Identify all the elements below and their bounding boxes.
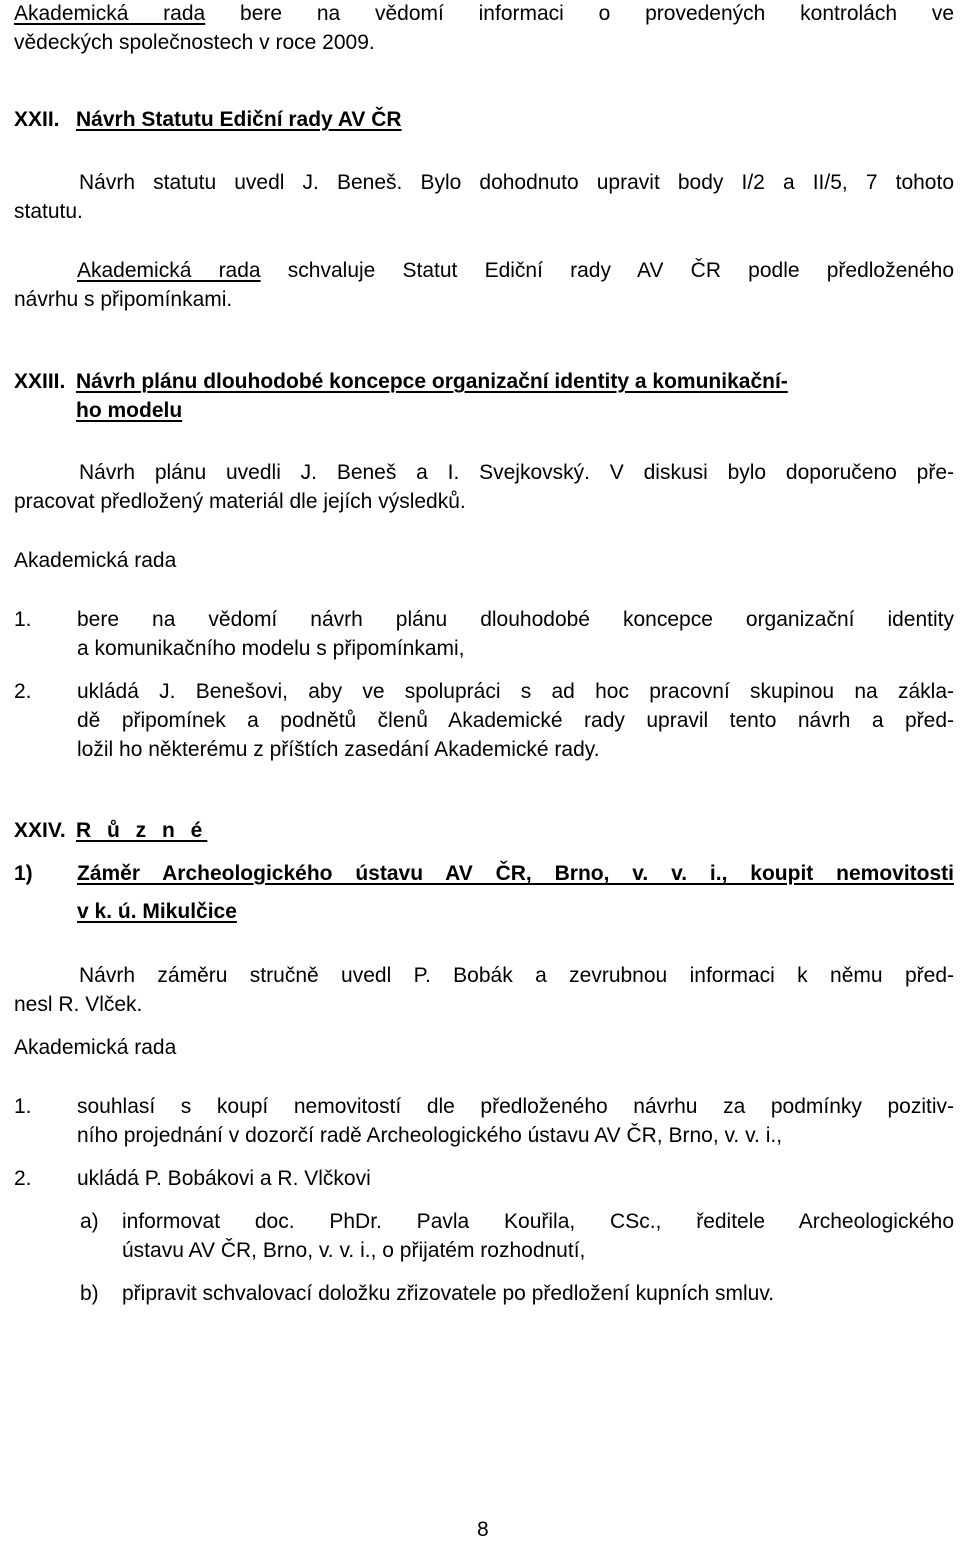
body-name: Akademická rada <box>14 2 206 25</box>
section-title: Návrh plánu dlouhodobé koncepce organizační identity a komunikační- <box>76 370 788 393</box>
list-item-line: bere na vědomí návrh plánu dlouhodobé koncepce organizační identity <box>77 608 954 631</box>
section-title: ho modelu <box>76 399 183 422</box>
paragraph-line: Návrh záměru stručně uvedl P. Bobák a zevrubnou informaci k němu před- <box>79 964 954 987</box>
body-heading: Akademická rada <box>14 549 177 572</box>
sublist-item-line: ústavu AV ČR, Brno, v. v. i., o přijatém rozhodnutí, <box>122 1239 586 1262</box>
sublist-letter: b) <box>80 1282 99 1305</box>
body-name: Akademická rada <box>77 259 261 282</box>
list-number: 1. <box>14 1095 32 1118</box>
page-number: 8 <box>477 1518 489 1541</box>
list-item-line: ního projednání v dozorčí radě Archeologického ústavu AV ČR, Brno, v. v. i., <box>77 1124 783 1147</box>
list-number: 1. <box>14 608 32 631</box>
paragraph-line: vědeckých společnostech v roce 2009. <box>14 31 375 54</box>
paragraph-line: návrhu s připomínkami. <box>14 288 233 311</box>
list-number: 2. <box>14 680 32 703</box>
list-item-line: ložil ho některému z příštích zasedání Akademické rady. <box>77 738 600 761</box>
paragraph-line: statutu. <box>14 200 83 223</box>
list-item-line: ukládá J. Benešovi, aby ve spolupráci s ad hoc pracovní skupinou na zákla- <box>77 680 954 703</box>
list-item-line: a komunikačního modelu s připomínkami, <box>77 637 465 660</box>
paragraph-line: nesl R. Vlček. <box>14 993 143 1016</box>
section-number: XXII. <box>14 108 60 131</box>
list-item-line: dě připomínek a podnětů členů Akademické rady upravil tento návrh a před- <box>77 709 954 732</box>
list-item-line: souhlasí s koupí nemovitostí dle předloženého návrhu za podmínky pozitiv- <box>77 1095 954 1118</box>
section-number: XXIII. <box>14 370 66 393</box>
sublist-item-line: informovat doc. PhDr. Pavla Kouřila, CSc., ředitele Archeologického <box>122 1210 954 1233</box>
section-title: Návrh Statutu Ediční rady AV ČR <box>76 108 402 131</box>
paragraph-line: Akademická rada schvaluje Statut Ediční rady AV ČR podle předloženého <box>77 259 955 282</box>
list-number: 2. <box>14 1167 32 1190</box>
sublist-letter: a) <box>80 1210 99 1233</box>
subsection-title: v k. ú. Mikulčice <box>77 900 237 923</box>
section-title: R ů z n é <box>76 819 208 842</box>
paragraph-line: Akademická rada bere na vědomí informaci o provedených kontrolách ve <box>14 2 955 25</box>
sublist-item-line: připravit schvalovací doložku zřizovatele po předložení kupních smluv. <box>122 1282 775 1305</box>
subsection-title: Záměr Archeologického ústavu AV ČR, Brno, v. v. i., koupit nemovitosti <box>77 862 954 885</box>
section-number: XXIV. <box>14 819 66 842</box>
subsection-number: 1) <box>14 862 33 885</box>
paragraph-line: Návrh plánu uvedli J. Beneš a I. Svejkovský. V diskusi bylo doporučeno pře- <box>79 461 954 484</box>
body-heading: Akademická rada <box>14 1036 177 1059</box>
list-item-line: ukládá P. Bobákovi a R. Vlčkovi <box>77 1167 371 1190</box>
paragraph-line: Návrh statutu uvedl J. Beneš. Bylo dohodnuto upravit body I/2 a II/5, 7 tohoto <box>79 171 954 194</box>
paragraph-line: pracovat předložený materiál dle jejích výsledků. <box>14 490 466 513</box>
